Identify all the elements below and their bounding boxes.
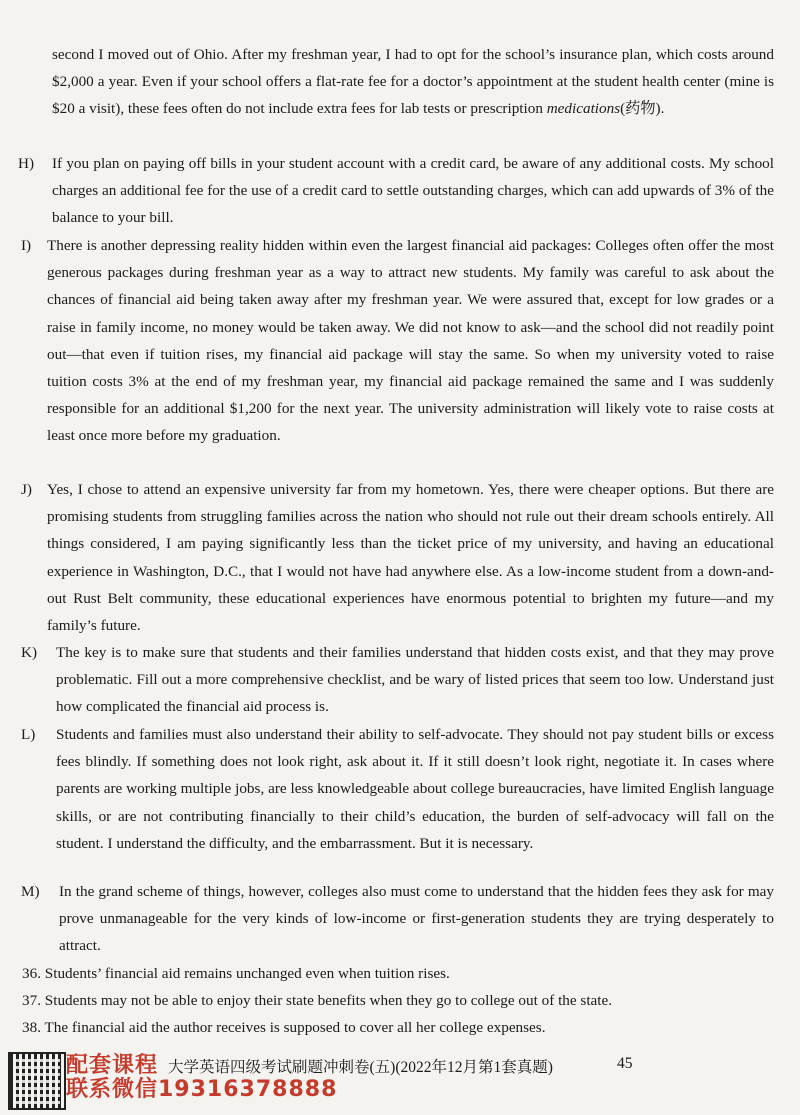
paragraph-label: L)	[21, 726, 36, 743]
question-number: 36.	[22, 965, 41, 982]
paragraph-m	[21, 878, 774, 960]
watermark-line-2: 联系微信19316378888	[66, 1077, 338, 1102]
paragraph-text: Students and families must also understand their ability to self-advocate. They should not pay student bills or excess fees blindly. If something does not look right, ask about it. If it still doesn’t look right, negotiate it. In cases where parents are working multiple jobs, are less knowledgeable about college bureaucracies, have limited English language skills, or are not contributing financially to their child’s education, the burden of self-advocacy will fall on the student. I understand the difficulty, and the embarrassment. But it is necessary.	[56, 726, 774, 852]
paragraph-g-continued	[52, 41, 774, 123]
paragraph-label: J)	[21, 481, 32, 498]
paragraph-text: In the grand scheme of things, however, colleges also must come to understand that the hidden fees they ask for may prove unmanageable for the very kinds of low-income or first-generation students they are trying desperately to attract.	[59, 883, 774, 955]
paragraph-text: Yes, I chose to attend an expensive university far from my hometown. Yes, there were cheaper options. But there are promising students from struggling families across the nation who should not rule out their dream schools entirely. All things considered, I am paying significantly less than the ticket price of my university, and having an educational experience in Washington, D.C., that I would not have had anywhere else. As a low-income student from a down-and-out Rust Belt community, these educational experiences have enormous potential to brighten my future—and my family’s future.	[47, 481, 774, 635]
question-38	[22, 1014, 546, 1041]
paragraph-k	[21, 639, 774, 721]
watermark-line-1: 配套课程	[66, 1053, 159, 1078]
paragraph-h	[18, 150, 774, 232]
qr-code-icon	[8, 1052, 66, 1110]
paragraph-text: second I moved out of Ohio. After my freshman year, I had to opt for the school’s insurance plan, which costs around $2,000 a year. Even if your school offers a flat-rate fee for a doctor’s appointment at the student health center (mine is $20 a visit), these fees often do not include extra fees for lab tests or prescription medications(药物).	[52, 46, 774, 118]
question-37	[22, 987, 612, 1014]
question-text: Students’ financial aid remains unchanged even when tuition rises.	[44, 965, 450, 982]
paragraph-label: K)	[21, 644, 38, 661]
question-text: Students may not be able to enjoy their state benefits when they go to college out of the state.	[44, 992, 613, 1009]
paragraph-i	[21, 232, 774, 450]
paragraph-label: H)	[18, 155, 35, 172]
page-number: 45	[617, 1055, 633, 1072]
footer-title: 大学英语四级考试刷题冲刺卷(五)(2022年12月第1套真题)	[168, 1059, 553, 1076]
paragraph-l	[21, 721, 774, 857]
question-number: 37.	[22, 992, 41, 1009]
paragraph-label: I)	[21, 237, 32, 254]
paragraph-j	[21, 476, 774, 639]
question-36	[22, 960, 450, 987]
question-number: 38.	[22, 1019, 41, 1036]
paragraph-label: M)	[21, 883, 40, 900]
paragraph-text: There is another depressing reality hidden within even the largest financial aid packages: Colleges often offer the most generous packages during freshman year as a way to attract new students. My family was careful to ask about the chances of financial aid being taken away after my freshman year. We were assured that, except for low grades or a raise in family income, no money would be taken away. We did not know to ask—and the school did not readily point out—that even if tuition rises, my financial aid package will stay the same. So when my university voted to raise tuition costs 3% at the end of my freshman year, my financial aid package remained the same and I was suddenly responsible for an additional $1,200 for the next year. The university administration will likely vote to raise costs at least once more before my graduation.	[47, 237, 774, 445]
paragraph-text: If you plan on paying off bills in your student account with a credit card, be aware of any additional costs. My school charges an additional fee for the use of a credit card to settle outstanding charges, which can add upwards of 3% of the balance to your bill.	[52, 155, 774, 227]
paragraph-text: The key is to make sure that students and their families understand that hidden costs exist, and that they may prove problematic. Fill out a more comprehensive checklist, and be wary of listed prices that seem too low. Understand just how complicated the financial aid process is.	[56, 644, 774, 716]
question-text: The financial aid the author receives is supposed to cover all her college expenses.	[44, 1019, 546, 1036]
